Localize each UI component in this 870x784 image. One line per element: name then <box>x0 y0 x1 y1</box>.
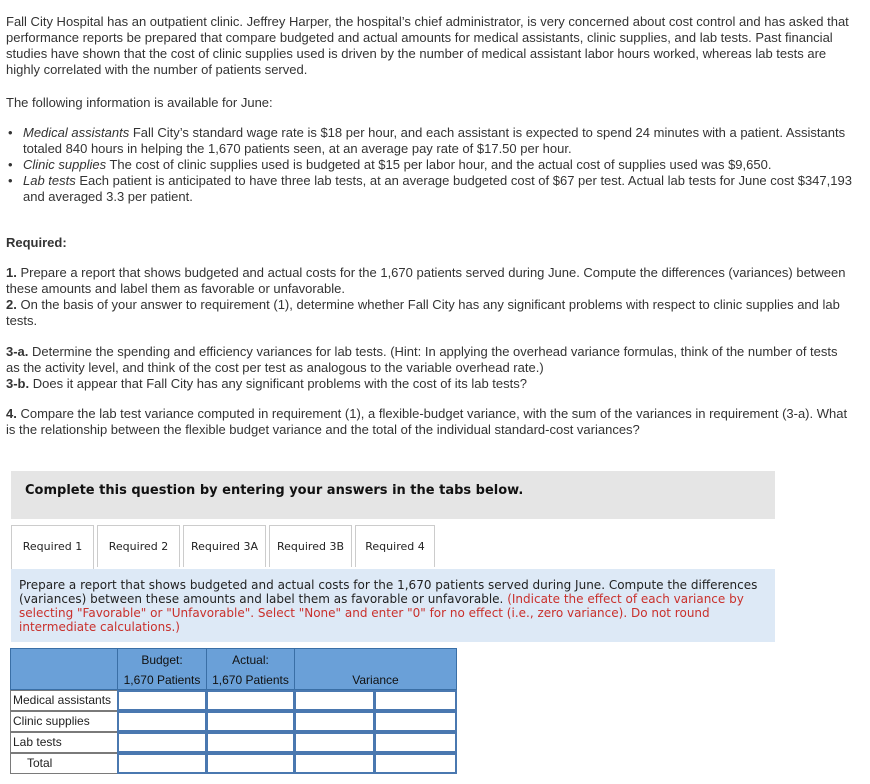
instruction-note: (Indicate the effect of each variance by selecting "Favorable" or "Unfavorable". Select "None" and enter "0" for no effect (i.e., zero variance). Do not round intermediate calculations.) <box>19 592 744 634</box>
header-budget: Budget: 1,670 Patients <box>117 648 207 690</box>
select-effect-medical-assistants[interactable] <box>374 690 457 711</box>
input-budget-clinic-supplies[interactable] <box>117 711 207 732</box>
input-variance-clinic-supplies[interactable] <box>294 711 375 732</box>
input-budget-lab-tests[interactable] <box>117 732 207 753</box>
bullet-lab-tests: • Lab tests Each patient is anticipated to have three lab tests, at an average budgeted cost of $67 per test. Actual lab tests for June cost $347,193 and averaged 3.3 per patient. <box>8 173 852 204</box>
tab-required-1[interactable]: Required 1 <box>11 525 94 569</box>
tab-required-2[interactable]: Required 2 <box>97 525 180 567</box>
select-effect-clinic-supplies[interactable] <box>374 711 457 732</box>
select-effect-total[interactable] <box>374 753 457 774</box>
input-budget-medical-assistants[interactable] <box>117 690 207 711</box>
tab-required-4[interactable]: Required 4 <box>355 525 435 567</box>
row-label-total: Total <box>10 753 118 774</box>
header-variance: Variance <box>294 648 457 690</box>
input-actual-total[interactable] <box>206 753 295 774</box>
requirement-2: 2. On the basis of your answer to requirement (1), determine whether Fall City has any significant problems with respect to clinic supplies and lab tests. <box>6 297 840 328</box>
instructions-banner: Complete this question by entering your answers in the tabs below. <box>11 471 775 519</box>
input-budget-total[interactable] <box>117 753 207 774</box>
input-actual-lab-tests[interactable] <box>206 732 295 753</box>
input-actual-clinic-supplies[interactable] <box>206 711 295 732</box>
row-label-clinic-supplies: Clinic supplies <box>10 711 118 732</box>
tab-required-3b[interactable]: Required 3B <box>269 525 352 567</box>
input-variance-lab-tests[interactable] <box>294 732 375 753</box>
bullet-medical-assistants: • Medical assistants Fall City’s standard wage rate is $18 per hour, and each assistant is expected to spend 24 minutes with a patient. Assistants totaled 840 hours in helping the 1,670 patients seen, at an average pay rate of $17.50 per hour. <box>8 125 846 156</box>
requirement-3a: 3-a. Determine the spending and efficiency variances for lab tests. (Hint: In applying the overhead variance formulas, think of the number of tests as the activity level, and think of the cost per test as analogous to the variable overhead rate.) <box>6 344 838 375</box>
row-label-lab-tests: Lab tests <box>10 732 118 753</box>
question-instructions: Prepare a report that shows budgeted and actual costs for the 1,670 patients served during June. Compute the differences (variances) between these amounts and label them as favorable or unfavorable. (Indicate the effect of each variance by selecting "Favorable" or "Unfavorable". Select "None" and enter "0" for no effect (i.e., zero variance). Do not round intermediate calculations.) <box>11 569 775 642</box>
tab-required-3a[interactable]: Required 3A <box>183 525 266 567</box>
following-info-text: The following information is available for June: <box>6 95 273 110</box>
requirement-3b: 3-b. Does it appear that Fall City has any significant problems with the cost of its lab tests? <box>6 376 527 391</box>
requirement-1: 1. Prepare a report that shows budgeted and actual costs for the 1,670 patients served during June. Compute the differences (variances) between these amounts and label them as favorable or unfavorable. <box>6 265 846 296</box>
row-label-medical-assistants: Medical assistants <box>10 690 118 711</box>
header-blank-cell <box>10 648 118 690</box>
intro-paragraph: Fall City Hospital has an outpatient clinic. Jeffrey Harper, the hospital’s chief administrator, is very concerned about cost control and has asked that performance reports be prepared that compare budgeted and actual amounts for medical assistants, clinic supplies, and lab tests. Past financial studies have shown that the cost of clinic supplies used is driven by the number of medical assistant labor hours worked, whereas lab tests are highly correlated with the number of patients served. <box>6 14 849 77</box>
input-variance-total[interactable] <box>294 753 375 774</box>
input-actual-medical-assistants[interactable] <box>206 690 295 711</box>
header-actual: Actual: 1,670 Patients <box>206 648 295 690</box>
required-heading: Required: <box>6 235 67 250</box>
requirement-4: 4. Compare the lab test variance computed in requirement (1), a flexible-budget variance, with the sum of the variances in requirement (3-a). What is the relationship between the flexible budget variance and the total of the individual standard-cost variances? <box>6 406 848 437</box>
info-bullet-list <box>6 125 856 205</box>
input-variance-medical-assistants[interactable] <box>294 690 375 711</box>
select-effect-lab-tests[interactable] <box>374 732 457 753</box>
bullet-clinic-supplies: • Clinic supplies The cost of clinic supplies used is budgeted at $15 per labor hour, and the actual cost of supplies used was $9,650. <box>8 157 772 172</box>
